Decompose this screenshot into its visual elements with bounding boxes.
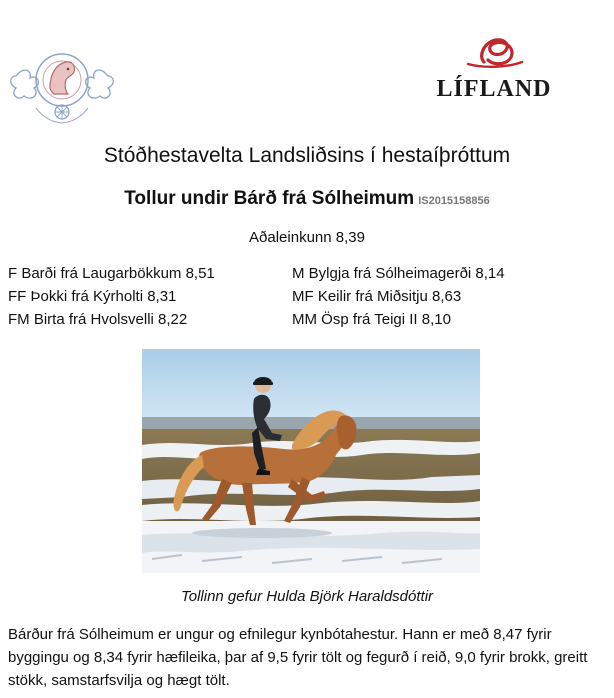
lifland-wordmark: LÍFLAND	[436, 76, 552, 102]
horse-name: Tollur undir Bárð frá Sólheimum	[124, 188, 415, 209]
pedigree-line: MF Keilir frá Miðsitju 8,63	[292, 288, 462, 305]
pedigree-line: FM Birta frá Hvolsvelli 8,22	[8, 311, 188, 328]
pedigree-sire-side	[8, 262, 215, 331]
page-title: Stóðhestavelta Landsliðsins í hestaíþróttum	[103, 144, 511, 167]
photo-caption: Tollinn gefur Hulda Björk Haraldsdóttir	[180, 588, 434, 605]
pedigree-dam-side	[292, 262, 505, 331]
pedigree-line: FF Þokki frá Kýrholti 8,31	[8, 288, 177, 305]
horse-registration: IS2015158856	[418, 195, 490, 207]
horse-heading	[0, 188, 614, 210]
lifland-swirl-icon	[432, 32, 556, 76]
pedigree-line: M Bylgja frá Sólheimagerði 8,14	[292, 265, 505, 282]
pedigree-line: MM Ösp frá Teigi II 8,10	[292, 311, 451, 328]
horse-photo	[142, 349, 480, 573]
pedigree-line: F Barði frá Laugarbökkum 8,51	[8, 265, 215, 282]
landssamband-logo	[6, 36, 118, 126]
horse-description: Bárður frá Sólheimum er ungur og efnilegur kynbótahestur. Hann er með 8,47 fyrir byggingu og 8,34 fyrir hæfileika, þar af 9,5 fyrir tölt og fegurð í reið, 9,0 fyrir brokk, greitt stökk, samstarfsvilja og hægt tölt.	[8, 626, 588, 689]
main-score: Aðaleinkunn 8,39	[249, 229, 365, 246]
lifland-logo	[432, 32, 556, 102]
